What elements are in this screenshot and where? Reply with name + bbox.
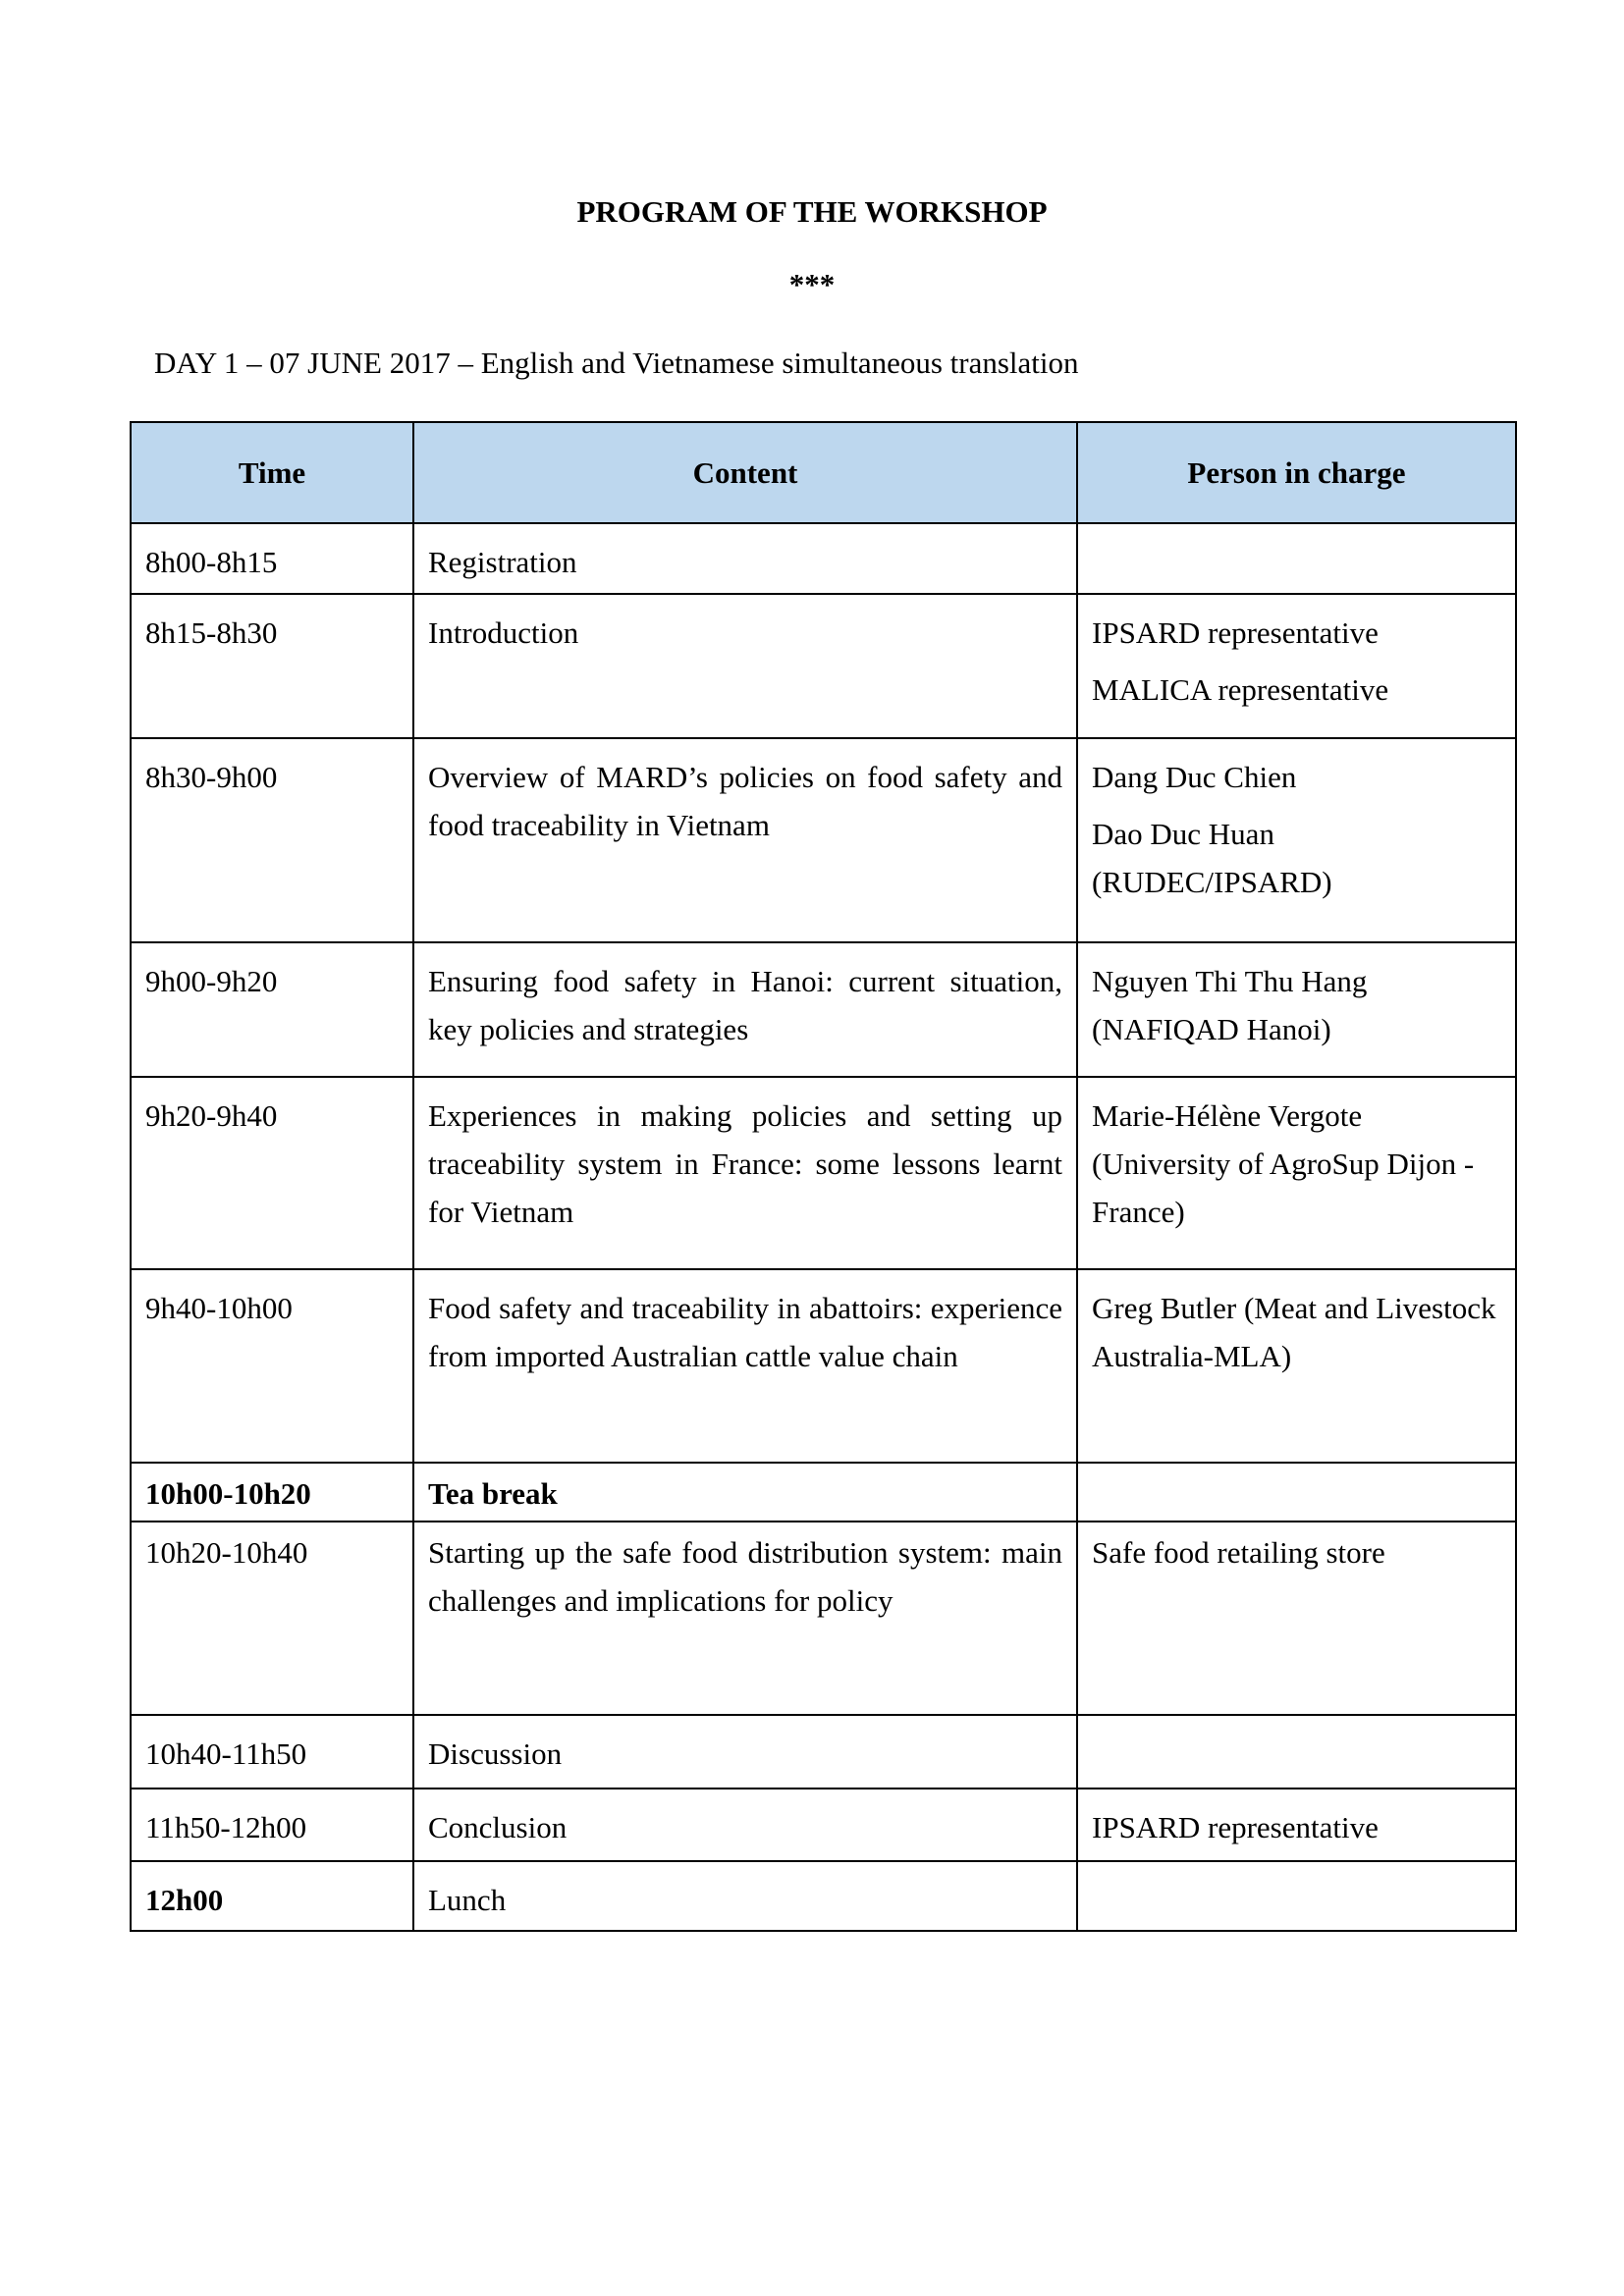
person-cell bbox=[1077, 738, 1516, 942]
table-row bbox=[131, 1789, 1516, 1861]
time-cell: 8h00-8h15 bbox=[131, 523, 413, 594]
time-cell: 9h00-9h20 bbox=[131, 942, 413, 1077]
table-row bbox=[131, 523, 1516, 594]
time-cell: 10h20-10h40 bbox=[131, 1522, 413, 1715]
content-cell: Introduction bbox=[413, 594, 1077, 738]
content-cell: Registration bbox=[413, 523, 1077, 594]
header-row bbox=[131, 422, 1516, 523]
table-row bbox=[131, 1269, 1516, 1463]
table-row bbox=[131, 942, 1516, 1077]
header-content: Content bbox=[413, 422, 1077, 523]
time-cell: 10h00-10h20 bbox=[131, 1463, 413, 1522]
person-name: Nguyen Thi Thu Hang (NAFIQAD Hanoi) bbox=[1092, 964, 1368, 1046]
person-name: Marie-Hélène Vergote (University of AgroSup Dijon - France) bbox=[1092, 1098, 1475, 1229]
person-name: IPSARD representative bbox=[1092, 1810, 1379, 1844]
content-cell: Conclusion bbox=[413, 1789, 1077, 1861]
content-cell: Food safety and traceability in abattoirs: experience from imported Australian cattle value chain bbox=[413, 1269, 1077, 1463]
time-cell: 8h30-9h00 bbox=[131, 738, 413, 942]
person-cell bbox=[1077, 942, 1516, 1077]
time-cell: 9h20-9h40 bbox=[131, 1077, 413, 1269]
program-table bbox=[130, 421, 1517, 1932]
time-cell: 9h40-10h00 bbox=[131, 1269, 413, 1463]
document-title: PROGRAM OF THE WORKSHOP bbox=[576, 194, 1048, 229]
content-cell: Experiences in making policies and setting up traceability system in France: some lessons learnt for Vietnam bbox=[413, 1077, 1077, 1269]
person-name: Dao Duc Huan (RUDEC/IPSARD) bbox=[1092, 817, 1332, 899]
content-cell: Overview of MARD’s policies on food safety and food traceability in Vietnam bbox=[413, 738, 1077, 942]
table-row bbox=[131, 1861, 1516, 1931]
person-cell bbox=[1077, 1861, 1516, 1931]
day-subtitle: DAY 1 – 07 JUNE 2017 – English and Vietnamese simultaneous translation bbox=[154, 346, 1079, 380]
person-cell bbox=[1077, 1269, 1516, 1463]
person-name: Dang Duc Chien bbox=[1092, 760, 1297, 794]
content-cell: Tea break bbox=[413, 1463, 1077, 1522]
table-row bbox=[131, 1522, 1516, 1715]
person-name: MALICA representative bbox=[1092, 672, 1389, 707]
person-cell bbox=[1077, 523, 1516, 594]
person-name: Safe food retailing store bbox=[1092, 1535, 1385, 1570]
time-cell: 11h50-12h00 bbox=[131, 1789, 413, 1861]
content-cell: Discussion bbox=[413, 1715, 1077, 1789]
header-time: Time bbox=[131, 422, 413, 523]
person-cell bbox=[1077, 1463, 1516, 1522]
table-row bbox=[131, 738, 1516, 942]
table-row bbox=[131, 1463, 1516, 1522]
person-cell bbox=[1077, 594, 1516, 738]
table-row bbox=[131, 1077, 1516, 1269]
person-cell bbox=[1077, 1522, 1516, 1715]
table-row bbox=[131, 1715, 1516, 1789]
table-body bbox=[131, 523, 1516, 1931]
content-cell: Starting up the safe food distribution system: main challenges and implications for policy bbox=[413, 1522, 1077, 1715]
person-cell bbox=[1077, 1077, 1516, 1269]
time-cell: 10h40-11h50 bbox=[131, 1715, 413, 1789]
header-person-in-charge: Person in charge bbox=[1077, 422, 1516, 523]
time-cell: 12h00 bbox=[131, 1861, 413, 1931]
person-cell bbox=[1077, 1715, 1516, 1789]
content-cell: Lunch bbox=[413, 1861, 1077, 1931]
person-name: Greg Butler (Meat and Livestock Australia-MLA) bbox=[1092, 1291, 1496, 1373]
table-row bbox=[131, 594, 1516, 738]
title-separator: *** bbox=[788, 267, 836, 301]
table-header bbox=[131, 422, 1516, 523]
content-cell: Ensuring food safety in Hanoi: current situation, key policies and strategies bbox=[413, 942, 1077, 1077]
time-cell: 8h15-8h30 bbox=[131, 594, 413, 738]
person-name: IPSARD representative bbox=[1092, 615, 1379, 650]
person-cell bbox=[1077, 1789, 1516, 1861]
